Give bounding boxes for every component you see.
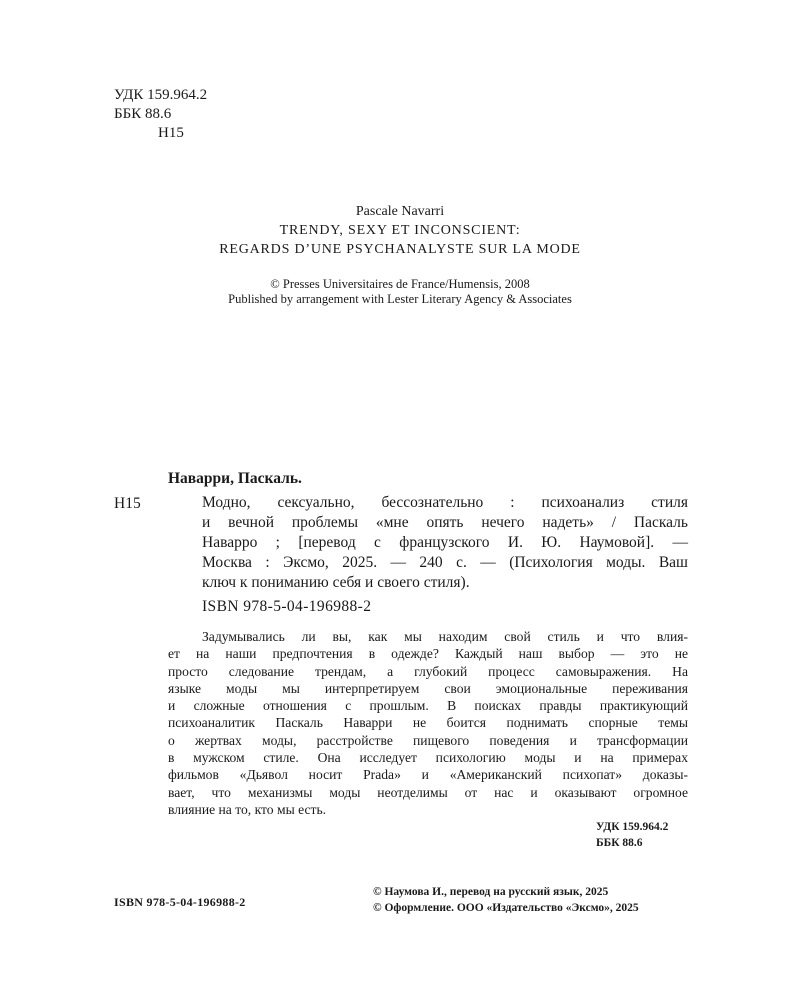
udk-code: УДК 159.964.2 [114, 87, 208, 103]
annotation-line: в мужском стиле. Она исследует психологию моды и на примерах [168, 750, 688, 766]
original-title-line1: TRENDY, SEXY ET INCONSCIENT: [279, 223, 521, 238]
original-author: Pascale Navarri [355, 204, 445, 219]
annotation-line: психоаналитик Паскаль Наварри не боится поднимать спорные темы [168, 715, 688, 731]
annotation [168, 628, 688, 818]
bibliography-heading: Наварри, Паскаль. [168, 470, 302, 487]
annotation-line: ет на наши предпочтения в одежде? Каждый наш выбор — это не [168, 646, 688, 662]
arrangement-note: Published by arrangement with Lester Literary Agency & Associates [228, 292, 572, 306]
bibliography-description [202, 493, 688, 593]
annotation-line: фильмов «Дьявол носит Prada» и «Американский психопат» доказы- [168, 767, 688, 783]
copyright-design: © Оформление. ООО «Издательство «Эксмо», 2025 [373, 902, 639, 914]
bbk-code: ББК 88.6 [114, 106, 172, 122]
copyright-translation: © Наумова И., перевод на русский язык, 2025 [373, 886, 609, 898]
bibliography-line: ключ к пониманию себя и своего стиля). [202, 574, 470, 591]
annotation-line: просто следование трендам, а глубокий процесс самовыражения. На [168, 663, 688, 679]
isbn-main: ISBN 978-5-04-196988-2 [202, 598, 372, 615]
bibliography-line: Наварро ; [перевод с французского И. Ю. Наумовой]. — [202, 534, 688, 551]
bibliography-line: Модно, сексуально, бессознательно : психоанализ стиля [202, 494, 688, 511]
annotation-line: влияние на то, кто мы есть. [168, 801, 327, 817]
bibliography-line: и вечной проблемы «мне опять нечего надеть» / Паскаль [202, 514, 688, 531]
original-copyright: © Presses Universitaires de France/Humensis, 2008 [270, 277, 530, 291]
original-edition-block [0, 203, 800, 307]
annotation-line: языке моды мы интерпретируем свои эмоциональные переживания [168, 680, 688, 696]
annotation-line: вает, что механизмы моды неотделимы от нас и оказывают огромное [168, 784, 688, 800]
udk-code-right: УДК 159.964.2 [596, 821, 669, 833]
annotation-line: о жертвах моды, расстройстве пищевого поведения и трансформации [168, 732, 688, 748]
bibliography-author-mark: Н15 [114, 495, 141, 512]
classification-codes-right [596, 819, 668, 851]
copyright-notices [373, 884, 639, 916]
classification-codes [114, 86, 207, 143]
annotation-line: и сложные отношения с прошлым. В поисках правды практикующий [168, 698, 688, 714]
bbk-code-right: ББК 88.6 [596, 837, 643, 849]
original-title-line2: REGARDS D’UNE PSYCHANALYSTE SUR LA MODE [219, 242, 581, 257]
isbn-footer: ISBN 978-5-04-196988-2 [114, 895, 246, 909]
author-mark: Н15 [158, 125, 184, 141]
bibliography-line: Москва : Эксмо, 2025. — 240 с. — (Психология моды. Ваш [202, 554, 688, 571]
annotation-line: Задумывались ли вы, как мы находим свой стиль и что влия- [202, 629, 688, 644]
